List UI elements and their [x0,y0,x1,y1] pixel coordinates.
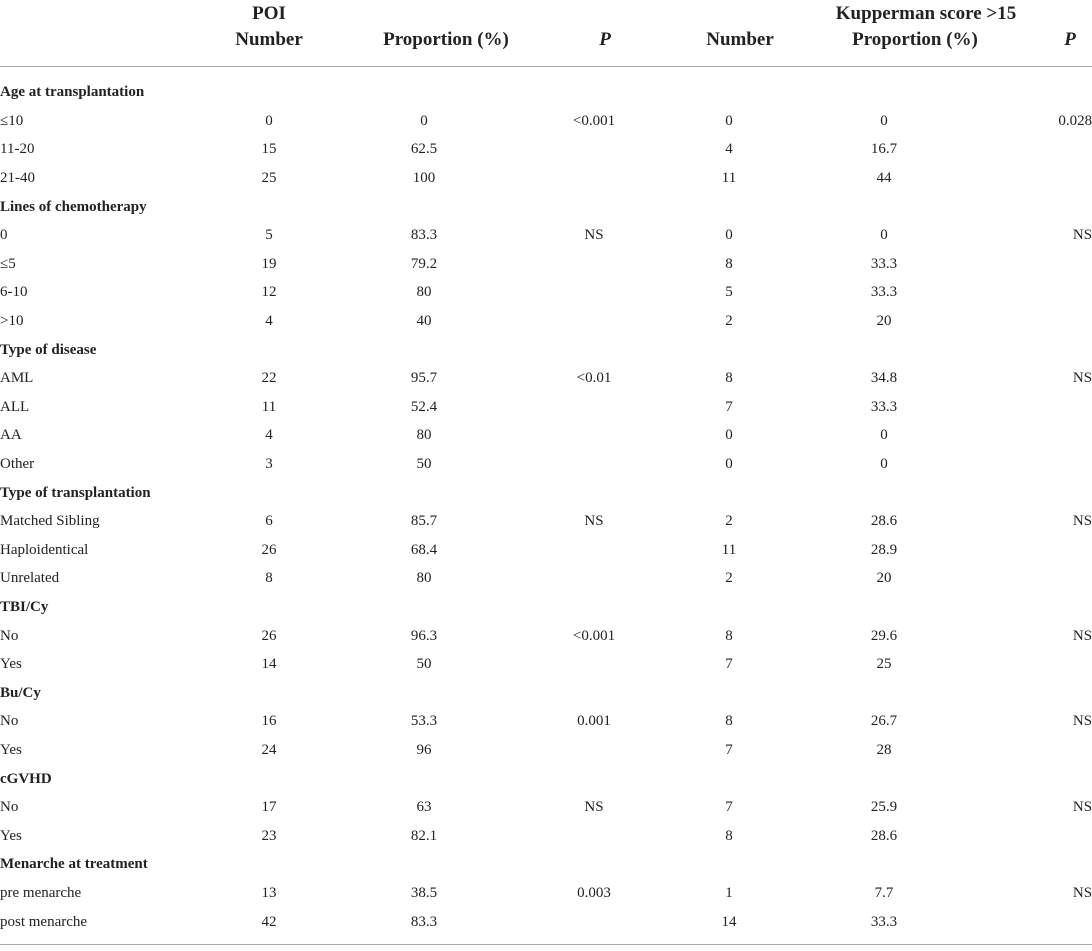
section-row [0,78,1092,107]
cell-n2: 8 [725,713,733,730]
cell-pv2: 0.028 [1058,112,1092,129]
cell-label: ALL [0,398,30,415]
cell-label: No [0,627,19,644]
cell-p2: 33.3 [870,398,898,415]
cell-pv2 [984,564,1092,593]
cell-pv1: <0.001 [572,627,616,644]
table-row [0,307,1092,336]
cell-pv2 [984,393,1092,422]
cell-pv2 [984,907,1092,936]
cell-n2: 7 [725,656,733,673]
col-header-proportion-kupperman: Proportion (%) [852,29,978,50]
col-header-p-poi: P [599,29,611,50]
section-label: Type of transplantation [0,484,151,501]
cell-p2: 34.8 [870,370,898,387]
cell-pv2 [984,821,1092,850]
cell-n1: 12 [261,284,277,301]
col-header-p-kupperman: P [1064,29,1076,50]
cell-label: Yes [0,656,22,673]
cell-pv1: <0.001 [572,112,616,129]
cell-n2: 7 [725,741,733,758]
cell-n1: 26 [261,541,277,558]
section-label: TBI/Cy [0,598,49,615]
cell-pv1: 0.003 [577,884,611,901]
table-row [0,278,1092,307]
table-row [0,221,1092,250]
cell-n1: 5 [265,227,273,244]
cell-pv1 [514,736,674,765]
cell-n1: 16 [261,713,277,730]
table-row [0,707,1092,736]
cell-pv1 [514,393,674,422]
cell-pv1 [514,250,674,279]
cell-p2: 20 [876,570,892,587]
cell-n2: 8 [725,255,733,272]
header-divider [0,66,1092,67]
cell-n1: 42 [261,913,277,930]
cell-label: 6-10 [0,284,28,301]
cell-pv2 [984,450,1092,479]
cell-pv2 [984,736,1092,765]
cell-pv1 [514,564,674,593]
section-row [0,593,1092,622]
cell-p1: 80 [416,427,432,444]
cell-n1: 22 [261,370,277,387]
col-header-proportion-poi: Proportion (%) [383,29,509,50]
cell-n2: 2 [725,513,733,530]
section-row [0,764,1092,793]
cell-p2: 28.9 [870,541,898,558]
table-row [0,507,1092,536]
cell-n1: 26 [261,627,277,644]
cell-pv1: NS [584,513,604,530]
cell-p1: 40 [416,313,432,330]
table-row [0,879,1092,908]
cell-label: Yes [0,827,22,844]
table-row [0,164,1092,193]
cell-n2: 2 [725,570,733,587]
cell-p1: 96 [416,741,432,758]
cell-label: Unrelated [0,570,60,587]
cell-n2: 7 [725,799,733,816]
cell-p1: 85.7 [410,513,438,530]
cell-label: Yes [0,741,22,758]
section-row [0,192,1092,221]
cell-p1: 53.3 [410,713,438,730]
section-label: Lines of chemotherapy [0,198,147,215]
cell-n2: 0 [725,227,733,244]
cell-pv1 [514,307,674,336]
section-label: Type of disease [0,341,97,358]
table-header-column-row [0,28,1092,56]
cell-p2: 16.7 [870,141,898,158]
table-row [0,650,1092,679]
cell-p2: 44 [876,170,892,187]
cell-p2: 28.6 [870,827,898,844]
table-row [0,364,1092,393]
cell-n1: 24 [261,741,277,758]
cell-n1: 19 [261,255,277,272]
cell-p2: 29.6 [870,627,898,644]
cell-pv1 [514,821,674,850]
cell-p1: 96.3 [410,627,438,644]
cell-pv2: NS [1072,370,1092,387]
cell-p1: 50 [416,456,432,473]
cell-label: Haploidentical [0,541,89,558]
cell-pv1 [514,450,674,479]
section-row [0,678,1092,707]
section-label: Bu/Cy [0,684,41,701]
cell-label: post menarche [0,913,88,930]
cell-label: 21-40 [0,170,35,187]
cell-p2: 33.3 [870,284,898,301]
table-row [0,393,1092,422]
cell-pv1 [514,536,674,565]
cell-n2: 8 [725,627,733,644]
cell-p2: 25.9 [870,799,898,816]
cell-n1: 4 [265,313,273,330]
cell-p1: 68.4 [410,541,438,558]
cell-label: Other [0,456,35,473]
section-label: cGVHD [0,770,52,787]
cell-p1: 50 [416,656,432,673]
cell-p1: 63 [416,799,432,816]
section-label: Age at transplantation [0,84,145,101]
cell-label: No [0,713,19,730]
col-header-number-kupperman: Number [706,29,774,50]
cell-pv2: NS [1072,799,1092,816]
table-row [0,250,1092,279]
cell-n2: 14 [721,913,737,930]
cell-pv2: NS [1072,713,1092,730]
cell-label: 0 [0,227,8,244]
table-row [0,564,1092,593]
table-row [0,736,1092,765]
poi-group-header: POI [252,3,286,24]
cell-pv1: <0.01 [576,370,612,387]
cell-n1: 25 [261,170,277,187]
cell-pv2 [984,421,1092,450]
cell-p2: 0 [880,427,888,444]
cell-p2: 26.7 [870,713,898,730]
cell-p2: 25 [876,656,892,673]
cell-n2: 8 [725,370,733,387]
cell-n2: 4 [725,141,733,158]
cell-n1: 4 [265,427,273,444]
cell-p1: 38.5 [410,884,438,901]
cell-label: ≤10 [0,112,24,129]
section-label: Menarche at treatment [0,856,148,873]
cell-pv2 [984,536,1092,565]
bottom-divider [0,944,1092,945]
cell-n2: 5 [725,284,733,301]
cell-p2: 7.7 [874,884,894,901]
cell-n1: 13 [261,884,277,901]
cell-pv2 [984,164,1092,193]
cell-label: 11-20 [0,141,35,158]
cell-n2: 0 [725,456,733,473]
table-row [0,907,1092,936]
cell-p2: 0 [880,227,888,244]
table-row [0,793,1092,822]
table-body [0,78,1092,936]
cell-n2: 0 [725,112,733,129]
cell-n2: 11 [721,541,737,558]
cell-p1: 95.7 [410,370,438,387]
table-row [0,450,1092,479]
cell-label: ≤5 [0,255,16,272]
cell-p1: 100 [412,170,436,187]
kupperman-group-header: Kupperman score >15 [835,3,1017,24]
cell-p2: 33.3 [870,913,898,930]
table-row [0,135,1092,164]
cell-label: >10 [0,313,24,330]
cell-n2: 1 [725,884,733,901]
cell-pv1: 0.001 [577,713,611,730]
col-header-number-poi: Number [235,29,303,50]
section-row [0,335,1092,364]
table-row [0,536,1092,565]
cell-label: AML [0,370,34,387]
table-row [0,621,1092,650]
table-row [0,107,1092,136]
cell-pv2 [984,250,1092,279]
cell-pv1: NS [584,227,604,244]
cell-pv2: NS [1072,227,1092,244]
cell-p2: 0 [880,112,888,129]
cell-pv1 [514,907,674,936]
cell-p1: 52.4 [410,398,438,415]
cell-p1: 80 [416,284,432,301]
cell-pv1 [514,278,674,307]
cell-p2: 28 [876,741,892,758]
cell-pv2: NS [1072,884,1092,901]
cell-p2: 0 [880,456,888,473]
cell-pv2: NS [1072,513,1092,530]
cell-p2: 28.6 [870,513,898,530]
cell-pv2: NS [1072,627,1092,644]
cell-p1: 82.1 [410,827,438,844]
data-table [0,78,1092,936]
cell-n1: 17 [261,799,277,816]
cell-p1: 80 [416,570,432,587]
cell-n2: 11 [721,170,737,187]
cell-n1: 6 [265,513,273,530]
cell-label: No [0,799,19,816]
cell-p1: 83.3 [410,913,438,930]
cell-pv2 [984,307,1092,336]
cell-n2: 0 [725,427,733,444]
cell-pv1 [514,421,674,450]
cell-p1: 79.2 [410,255,438,272]
cell-n1: 14 [261,656,277,673]
cell-n1: 11 [261,398,277,415]
cell-label: AA [0,427,22,444]
cell-n2: 2 [725,313,733,330]
cell-pv1: NS [584,799,604,816]
cell-n1: 15 [261,141,277,158]
cell-pv2 [984,135,1092,164]
cell-n1: 23 [261,827,277,844]
cell-pv1 [514,135,674,164]
cell-p2: 20 [876,313,892,330]
cell-n1: 0 [265,112,273,129]
section-row [0,850,1092,879]
cell-n2: 8 [725,827,733,844]
table-header-group-row [0,2,1092,30]
cell-n1: 8 [265,570,273,587]
cell-pv2 [984,650,1092,679]
cell-n2: 7 [725,398,733,415]
cell-pv2 [984,278,1092,307]
table-row [0,821,1092,850]
section-row [0,478,1092,507]
cell-p1: 62.5 [410,141,438,158]
cell-p1: 0 [420,112,428,129]
cell-label: Matched Sibling [0,513,100,530]
cell-label: pre menarche [0,884,82,901]
cell-pv1 [514,164,674,193]
table-row [0,421,1092,450]
cell-p2: 33.3 [870,255,898,272]
cell-pv1 [514,650,674,679]
cell-n1: 3 [265,456,273,473]
cell-p1: 83.3 [410,227,438,244]
